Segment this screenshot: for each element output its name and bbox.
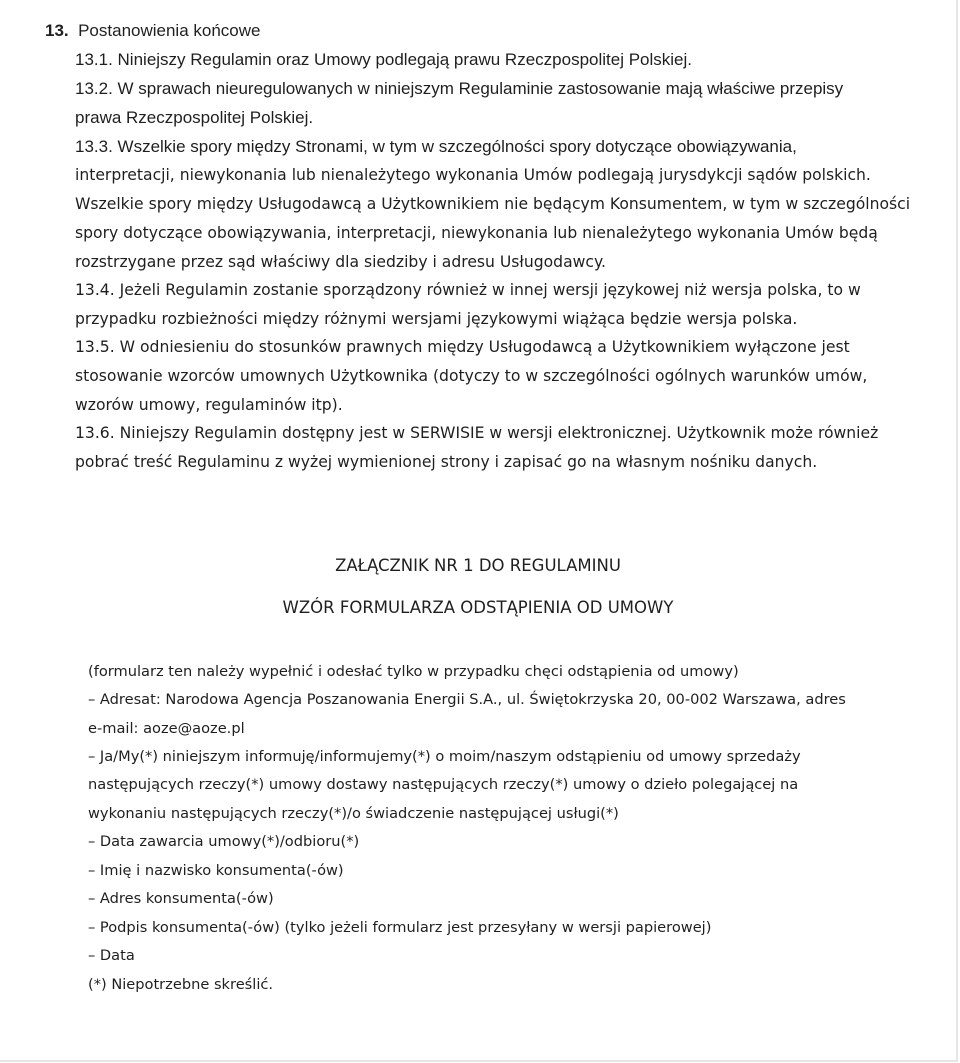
paragraph-line: 13.5. W odniesieniu do stosunków prawnych między Usługodawcą a Użytkownikiem wyłączone jest	[75, 338, 850, 356]
form-line: – Ja/My(*) niniejszym informuję/informujemy(*) o moim/naszym odstąpieniu od umowy sprzedaży	[88, 748, 801, 765]
form-line: e-mail: aoze@aoze.pl	[88, 720, 245, 737]
form-line: wykonaniu następujących rzeczy(*)/o świadczenie następującej usługi(*)	[88, 805, 619, 822]
form-line: – Adresat: Narodowa Agencja Poszanowania Energii S.A., ul. Świętokrzyska 20, 00-002 Warszawa, adres	[88, 691, 846, 708]
form-line: następujących rzeczy(*) umowy dostawy następujących rzeczy(*) umowy o dzieło polegającej na	[88, 776, 799, 793]
paragraph-line: 13.1. Niniejszy Regulamin oraz Umowy podlegają prawu Rzeczpospolitej Polskiej.	[75, 50, 693, 69]
section-number: 13.	[45, 21, 69, 40]
paragraph-line: rozstrzygane przez sąd właściwy dla siedziby i adresu Usługodawcy.	[75, 253, 606, 271]
annex-title: ZAŁĄCZNIK NR 1 DO REGULAMINU	[335, 556, 621, 575]
paragraph-line: 13.6. Niniejszy Regulamin dostępny jest w SERWISIE w wersji elektronicznej. Użytkownik może również	[75, 424, 879, 442]
form-line: – Podpis konsumenta(-ów) (tylko jeżeli formularz jest przesyłany w wersji papierowej)	[88, 919, 712, 936]
form-line: – Adres konsumenta(-ów)	[88, 890, 274, 907]
form-line: – Imię i nazwisko konsumenta(-ów)	[88, 862, 344, 879]
paragraph-line: spory dotyczące obowiązywania, interpretacji, niewykonania lub nienależytego wykonania Umów będą	[75, 224, 878, 242]
form-line: – Data zawarcia umowy(*)/odbioru(*)	[88, 833, 360, 850]
paragraph-line: przypadku rozbieżności między różnymi wersjami językowymi wiążąca będzie wersja polska.	[75, 310, 798, 328]
paragraph-line: stosowanie wzorców umownych Użytkownika (dotyczy to w szczególności ogólnych warunków umów,	[75, 367, 868, 385]
paragraph-line: 13.2. W sprawach nieuregulowanych w niniejszym Regulaminie zastosowanie mają właściwe przepisy	[75, 79, 844, 98]
paragraph-line: interpretacji, niewykonania lub nienależytego wykonania Umów podlegają jurysdykcji sądów polskich.	[75, 166, 871, 184]
paragraph-line: 13.3. Wszelkie spory między Stronami, w tym w szczególności spory dotyczące obowiązywania,	[75, 137, 797, 156]
annex-subtitle: WZÓR FORMULARZA ODSTĄPIENIA OD UMOWY	[282, 598, 674, 617]
paragraph-line: Wszelkie spory między Usługodawcą a Użytkownikiem nie będącym Konsumentem, w tym w szczególności	[75, 195, 911, 213]
paragraph-line: pobrać treść Regulaminu z wyżej wymienionej strony i zapisać go na własnym nośniku danych.	[75, 453, 818, 471]
paragraph-line: wzorów umowy, regulaminów itp).	[75, 396, 343, 414]
section-heading	[45, 16, 261, 45]
form-line: (*) Niepotrzebne skreślić.	[88, 976, 274, 993]
form-line: – Data	[88, 947, 135, 964]
paragraph-line: prawa Rzeczpospolitej Polskiej.	[75, 108, 314, 127]
paragraph-line: 13.4. Jeżeli Regulamin zostanie sporządzony również w innej wersji językowej niż wersja polska, to w	[75, 281, 861, 299]
section-title: Postanowienia końcowe	[78, 21, 261, 40]
form-line: (formularz ten należy wypełnić i odesłać tylko w przypadku chęci odstąpienia od umowy)	[88, 663, 739, 680]
